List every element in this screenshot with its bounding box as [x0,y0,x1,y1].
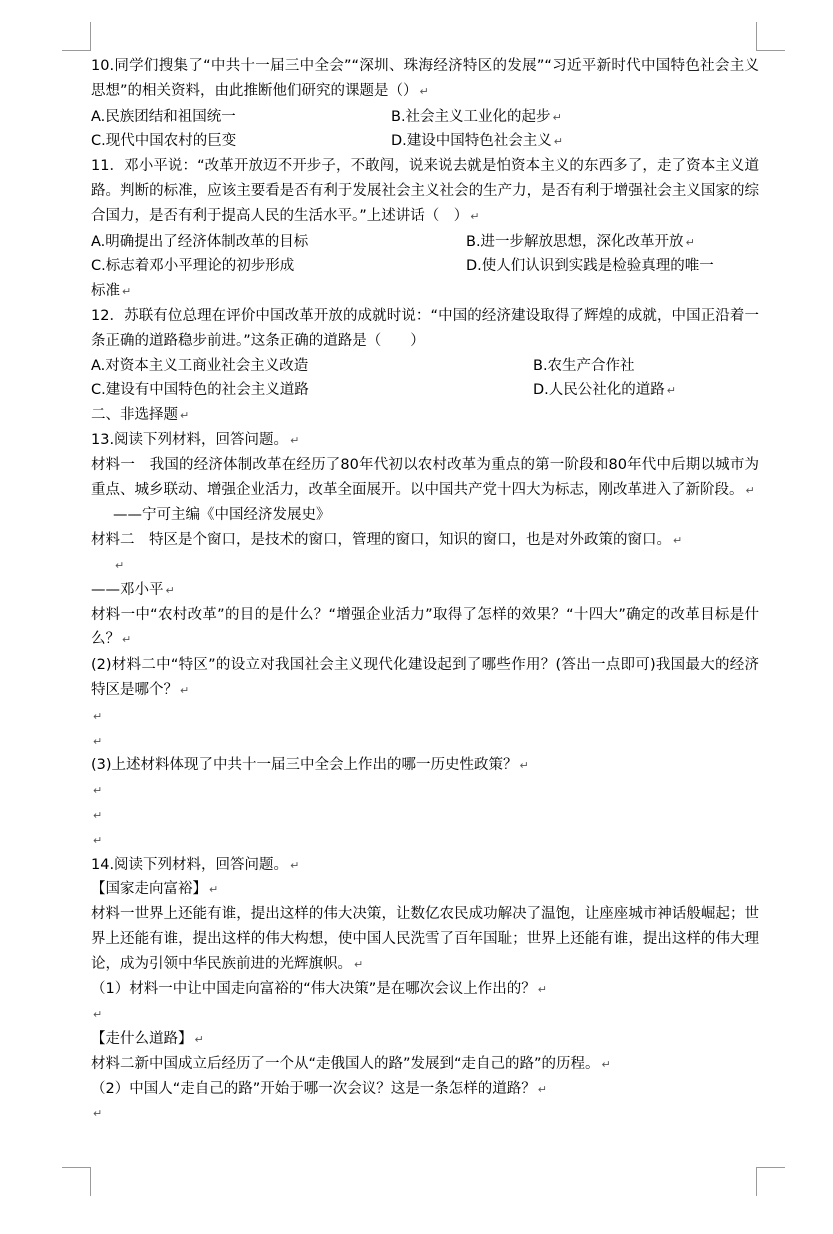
empty-paragraph [91,828,759,853]
paragraph-mark-icon: ↵ [537,983,547,997]
paragraph-mark-icon: ↵ [470,209,480,223]
question-11-stem: 11．邓小平说：“改革开放迈不开步子，不敢闯，说来说去就是怕资本主义的东西多了，走了资本主义道路。判断的标准，应该主要看是否有利于发展社会主义社会的生产力，是否有利于增强社会主义国家的综合国力，是否有利于提高人民的生活水平。”上述讲话（ ） ↵ [91,158,759,224]
paragraph-mark-icon: ↵ [93,1008,103,1022]
empty-paragraph [91,729,759,754]
paragraph-mark-icon: ↵ [180,683,190,697]
option-a: A.明确提出了经济体制改革的目标 [91,233,309,250]
empty-paragraph [91,704,759,729]
page-corner-mark [62,22,91,51]
question-13-part-2: (2)材料二中“特区”的设立对我国社会主义现代化建设起到了哪些作用？(答出一点即可)我国最大的经济特区是哪个？ ↵ [91,657,759,698]
option-b: B.进一步解放思想，深化改革开放 [466,233,684,250]
paragraph-mark-icon: ↵ [165,583,175,597]
question-13-part-1: 材料一中“农村改革”的目的是什么？“增强企业活力”取得了怎样的效果？“十四大”确定的改革目标是什么？ ↵ [91,606,759,648]
empty-paragraph [91,1101,759,1126]
paragraph-mark-icon: ↵ [93,709,103,723]
question-12-options-row2 [91,378,759,403]
question-13-part-3: (3)上述材料体现了中共十一届三中全会上作出的哪一历史性政策？ ↵ [91,757,529,774]
paragraph-mark-icon: ↵ [93,1107,103,1121]
paragraph-mark-icon: ↵ [537,1082,547,1096]
paragraph-mark-icon: ↵ [122,633,132,647]
option-d: D.使人们认识到实践是检验真理的唯一 [466,258,714,275]
question-11-options-row1 [91,230,759,255]
option-b: B.农生产合作社 [533,357,635,374]
question-14-stem: 14.阅读下列材料，回答问题。 ↵ [91,856,300,873]
question-12-options-row1 [91,354,759,379]
paragraph-mark-icon: ↵ [122,285,132,299]
paragraph-mark-icon: ↵ [745,483,755,497]
question-10-options-row2 [91,129,759,154]
section-heading: 二、非选择题 ↵ [91,407,190,424]
paragraph-mark-icon: ↵ [180,409,190,423]
paragraph-mark-icon: ↵ [673,534,683,548]
option-a: A.民族团结和祖国统一 [91,108,236,125]
paragraph-mark-icon: ↵ [553,135,563,149]
option-c: C.现代中国农村的巨变 [91,133,237,150]
page-corner-mark [756,1167,785,1196]
empty-paragraph [91,778,759,803]
question-14-heading-2: 【走什么道路】 ↵ [91,1031,204,1048]
paragraph-mark-icon: ↵ [209,883,219,897]
paragraph-mark-icon: ↵ [354,957,364,971]
paragraph-mark-icon: ↵ [419,84,429,98]
paragraph-mark-icon: ↵ [290,858,300,872]
paragraph-mark-icon: ↵ [685,235,695,249]
paragraph-mark-icon: ↵ [552,110,562,124]
question-10-options-row1 [91,105,759,130]
paragraph-mark-icon: ↵ [115,558,125,572]
paragraph-mark-icon: ↵ [194,1033,204,1047]
question-10-stem: 10.同学们搜集了“中共十一届三中全会”“深圳、珠海经济特区的发展”“习近平新时代中国特色社会主义思想”的相关资料，由此推断他们研究的课题是（） ↵ [91,58,759,99]
question-11-options-row2 [91,254,759,279]
option-d: D.建设中国特色社会主义 [391,133,552,150]
question-13-material-1: 材料一 我国的经济体制改革在经历了80年代初以农村改革为重点的第一阶段和80年代中后期以城市为重点、城乡联动、增强企业活力，改革全面展开。以中国共产党十四大为标志，刚改革进入了新阶段。 ↵ [91,456,759,498]
question-14-part-2: （2）中国人“走自己的路”开始于哪一次会议？这是一条怎样的道路？ ↵ [91,1080,547,1097]
option-a: A.对资本主义工商业社会主义改造 [91,357,309,374]
document-body [91,54,759,1126]
question-14-part-1: （1）材料一中让中国走向富裕的“伟大决策”是在哪次会议上作出的？ ↵ [91,981,547,998]
question-11-option-d-continued: 标准 ↵ [91,283,132,300]
paragraph-mark-icon: ↵ [666,384,676,398]
option-b: B.社会主义工业化的起步 [391,108,551,125]
paragraph-mark-icon: ↵ [93,784,103,798]
page-corner-mark [62,1167,91,1196]
question-14-material-2: 材料二新中国成立后经历了一个从“走俄国人的路”发展到“走自己的路”的历程。 ↵ [91,1055,611,1072]
question-12-stem: 12．苏联有位总理在评价中国改革开放的成就时说：“中国的经济建设取得了辉煌的成就，中国正沿着一条正确的道路稳步前进。”这条正确的道路是（ ） [91,307,759,349]
empty-paragraph [91,1002,759,1027]
question-13-material-2: 材料二 特区是个窗口，是技术的窗口，管理的窗口，知识的窗口，也是对外政策的窗口。 ↵ [91,532,683,549]
page-corner-mark [756,22,785,51]
paragraph-mark-icon: ↵ [93,808,103,822]
paragraph-mark-icon: ↵ [93,734,103,748]
option-d: D.人民公社化的道路 [533,382,665,399]
empty-paragraph [91,803,759,828]
paragraph-mark-icon: ↵ [290,433,300,447]
option-c: C.标志着邓小平理论的初步形成 [91,258,295,275]
empty-paragraph [91,553,759,578]
paragraph-mark-icon: ↵ [93,833,103,847]
question-13-material-1-source: ——宁可主编《中国经济发展史》 [113,507,331,524]
question-14-heading-1: 【国家走向富裕】 ↵ [91,881,219,898]
paragraph-mark-icon: ↵ [519,759,529,773]
paragraph-mark-icon: ↵ [601,1057,611,1071]
question-13-material-2-source: ——邓小平 ↵ [91,581,175,598]
question-13-stem: 13.阅读下列材料，回答问题。 ↵ [91,431,300,448]
option-c: C.建设有中国特色的社会主义道路 [91,382,309,399]
question-14-material-1: 材料一世界上还能有谁，提出这样的伟大决策，让数亿农民成功解决了温饱，让座座城市神话般崛起；世界上还能有谁，提出这样的伟大构想，使中国人民洗雪了百年国耻；世界上还能有谁，提出这样的伟大理论，成为引领中华民族前进的光辉旗帜。 ↵ [91,906,759,972]
